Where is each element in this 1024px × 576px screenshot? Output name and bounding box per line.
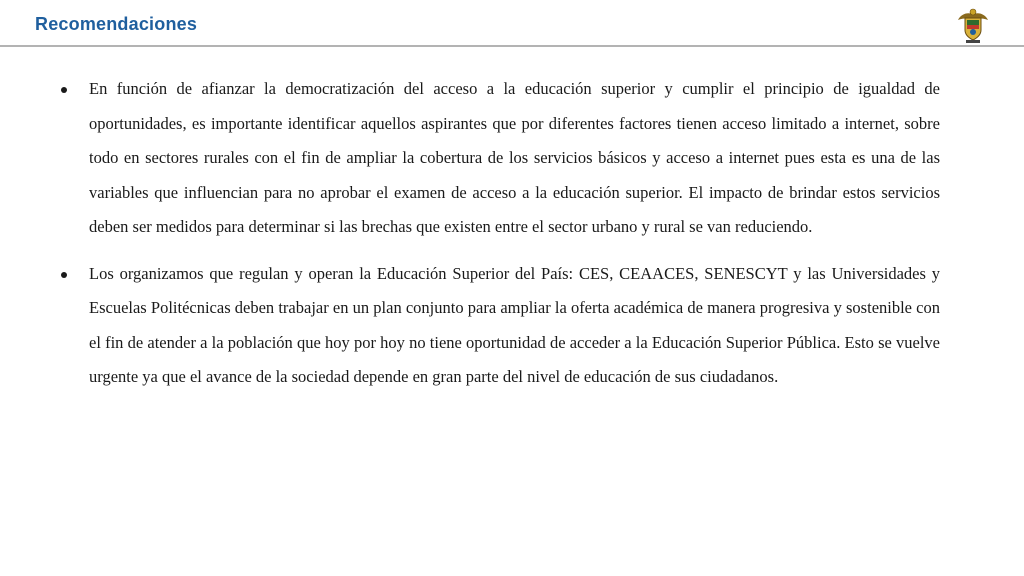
list-item-text: En función de afianzar la democratización del acceso a la educación superior y cumplir el principio de igualdad de oportunidades, es importante identificar aquellos aspirantes que por diferentes factores tienen acceso limitado a internet, sobre todo en sectores rurales con el fin de ampliar la cobertura de los servicios básicos y acceso a internet pues esta es una de las variables que influencian para no aprobar el examen de acceso a la educación superior. El impacto de brindar estos servicios deben ser medidos para determinar si las brechas que existen entre el sector urbano y rural se van reduciendo. bbox=[89, 79, 940, 236]
bullet-icon bbox=[61, 272, 67, 278]
header-divider bbox=[0, 45, 1024, 47]
list-item-text: Los organizamos que regulan y operan la Educación Superior del País: CES, CEAACES, SENESCYT y las Universidades y Escuelas Politécnicas deben trabajar en un plan conjunto para ampliar la oferta académica de manera progresiva y sostenible con el fin de atender a la población que hoy por hoy no tiene oportunidad de acceder a la Educación Superior Pública. Esto se vuelve urgente ya que el avance de la sociedad depende en gran parte del nivel de educación de sus ciudadanos. bbox=[89, 263, 940, 386]
list-item bbox=[56, 257, 940, 395]
bullet-icon bbox=[61, 87, 67, 93]
university-crest-icon bbox=[955, 6, 991, 44]
recommendations-list bbox=[56, 72, 940, 395]
page-title: Recomendaciones bbox=[35, 14, 198, 34]
list-item bbox=[56, 72, 940, 245]
